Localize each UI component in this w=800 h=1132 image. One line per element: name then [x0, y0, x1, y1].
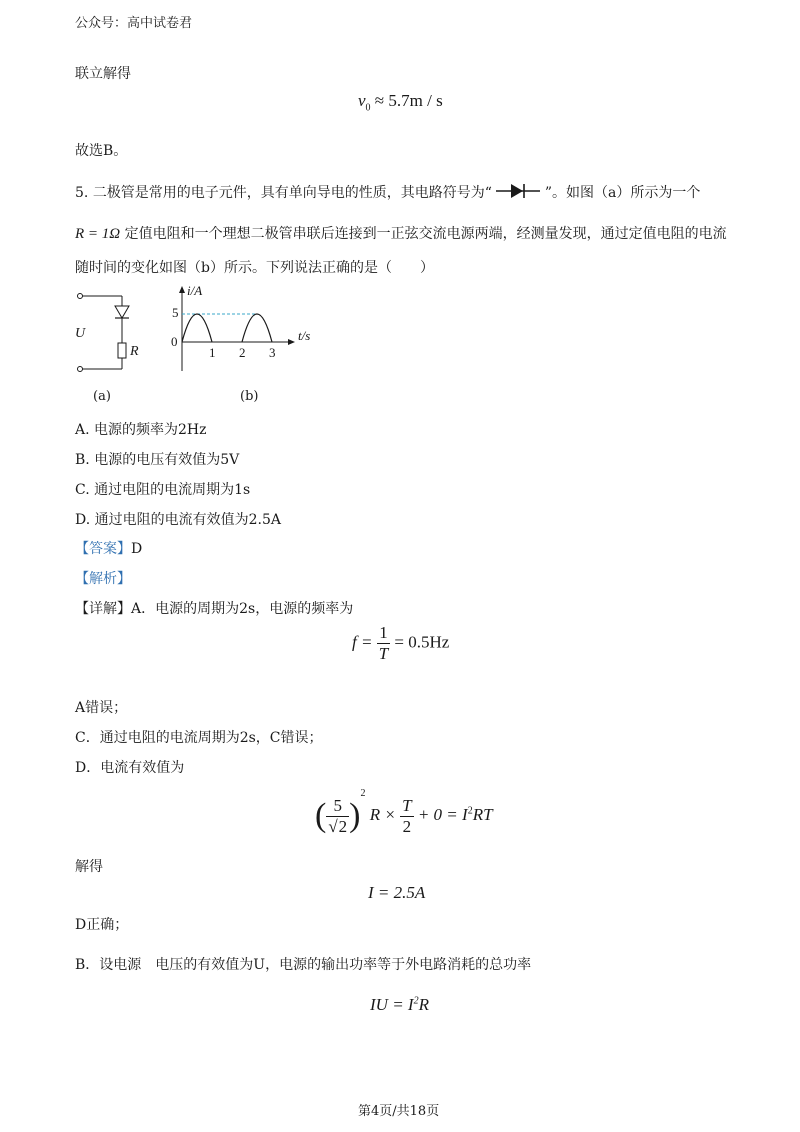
- graph-y-axis-label: i/A: [187, 283, 203, 298]
- detail-line: 【详解】A．电源的周期为2s，电源的频率为: [75, 601, 354, 617]
- option-b: B. 电源的电压有效值为5V: [75, 452, 240, 468]
- graph-tick-0: 0: [171, 334, 178, 349]
- answer-label: 【答案】: [75, 541, 131, 557]
- page-footer: 第4页/共18页: [358, 1104, 440, 1119]
- graph-tick-2: 2: [239, 345, 246, 360]
- graph-tick-3: 3: [269, 345, 276, 360]
- joint-solve-text: 联立解得: [75, 66, 131, 82]
- equation-frequency: f = $\frac{1}{T}$ = 0.5Hz: [352, 623, 450, 663]
- answer-value: D: [131, 541, 143, 557]
- option-c: C. 通过电阻的电流周期为1s: [75, 482, 251, 498]
- d-correct-text: D正确；: [75, 917, 129, 933]
- figure-a-caption: (a): [93, 389, 111, 404]
- option-d: D. 通过电阻的电流有效值为2.5A: [75, 512, 282, 528]
- detail-label: 【详解】: [75, 601, 131, 617]
- page-header: 公众号：高中试卷君: [75, 16, 193, 31]
- figure-b-caption: (b): [240, 389, 259, 404]
- c-wrong-text: C．通过电阻的电流周期为2s，C错误；: [75, 730, 323, 746]
- equation-current: I = 2.5A: [368, 883, 426, 902]
- graph-x-axis-label: t/s: [298, 328, 311, 343]
- question-stem-line1: 5. 二极管是常用的电子元件，具有单向导电的性质，其电路符号为“ ”。如图（a）所示为一个: [75, 182, 700, 203]
- answer-line: [75, 539, 142, 559]
- equation-power: IU = $I^2R$: [370, 995, 429, 1014]
- choose-b-text: 故选B。: [75, 143, 128, 159]
- option-a: A. 电源的频率为2Hz: [75, 422, 207, 438]
- circuit-label-R: R: [130, 344, 139, 359]
- a-wrong-text: A错误；: [75, 700, 128, 716]
- graph-tick-5: 5: [172, 305, 179, 320]
- equation-v0: $v_0 \approx 5.7m / s$: [358, 91, 443, 114]
- graph-tick-1: 1: [209, 345, 216, 360]
- analysis-label: 【解析】: [75, 571, 131, 587]
- diode-symbol-icon: [496, 182, 540, 200]
- circuit-label-U: U: [75, 326, 86, 341]
- question-number: 5.: [75, 185, 89, 201]
- question-stem-line2: R = 1Ω 定值电阻和一个理想二极管串联后连接到一正弦交流电源两端，经测量发现，通过定值电阻的电流: [75, 226, 727, 242]
- d-intro-text: D．电流有效值为: [75, 760, 185, 776]
- b-analysis-text: B．设电源 电压的有效值为U，电源的输出功率等于外电路消耗的总功率: [75, 957, 532, 973]
- solve-text: 解得: [75, 859, 103, 875]
- question-stem-line3: 随时间的变化如图（b）所示。下列说法正确的是（ ）: [75, 260, 434, 276]
- equation-effective-value: ( $\frac{5}{√2}$ )$^2$ R × $\frac{T}{2}$ + $0 = I^2RT$: [315, 788, 493, 836]
